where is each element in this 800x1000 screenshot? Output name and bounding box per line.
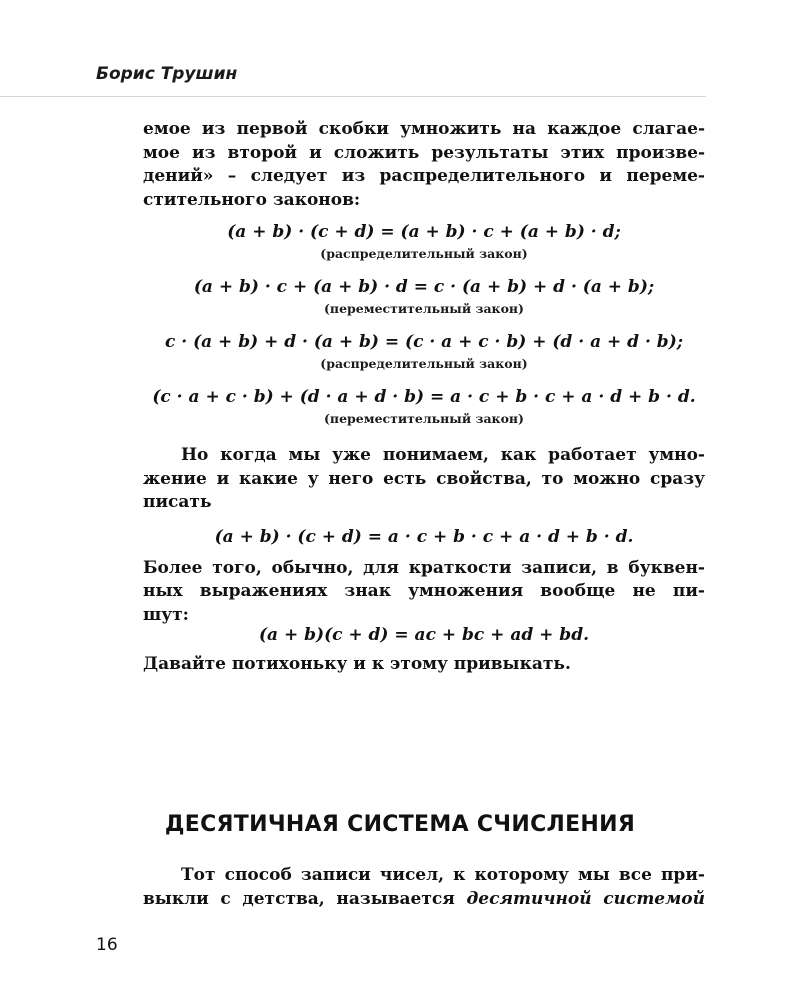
- law-note: (распределительный закон): [320, 246, 528, 261]
- text-line: дений» – следует из распределительного и переме-: [143, 166, 705, 186]
- paragraph-multiplication: [143, 444, 705, 515]
- formula-commutative-1: (a + b) · c + (a + b) · d = c · (a + b) + d · (a + b);: [193, 277, 655, 297]
- text-line: шут:: [143, 604, 189, 625]
- paragraph-brevity: [143, 557, 705, 628]
- law-note: (переместительный закон): [324, 301, 524, 316]
- text-line: Тот способ записи чисел, к которому мы все при-: [181, 865, 705, 885]
- header-divider: [0, 96, 706, 97]
- paragraph-closing: [143, 653, 705, 677]
- text-fragment: выкли с детства, называется: [143, 888, 467, 909]
- text-line: емое из первой скобки умножить на каждое слагае-: [143, 119, 705, 139]
- formula-distributive-2: c · (a + b) + d · (a + b) = (c · a + c · b) + (d · a + d · b);: [164, 332, 684, 352]
- text-line: Более того, обычно, для краткости записи, в буквен-: [143, 557, 705, 578]
- running-head-author: Борис Трушин: [96, 64, 238, 84]
- text-line: писать: [143, 492, 212, 512]
- paragraph-decimal-system: [143, 864, 705, 911]
- text-line: жение и какие у него есть свойства, то можно сразу: [143, 468, 705, 489]
- formula-short: (a + b)(c + d) = ac + bc + ad + bd.: [259, 625, 589, 645]
- page-body: [143, 118, 705, 677]
- law-note: (переместительный закон): [324, 411, 524, 426]
- formula-commutative-2: (c · a + c · b) + (d · a + d · b) = a · c + b · c + a · d + b · d.: [152, 387, 696, 407]
- law-note: (распределительный закон): [320, 356, 528, 371]
- text-line: ных выражениях знак умножения вообще не пи-: [143, 581, 705, 601]
- italic-term: десятичной системой: [466, 888, 705, 909]
- section-heading: ДЕСЯТИЧНАЯ СИСТЕМА СЧИСЛЕНИЯ: [164, 812, 636, 837]
- text-line: стительного законов:: [143, 189, 361, 210]
- paragraph-intro: [143, 118, 705, 212]
- text-line: [143, 888, 705, 912]
- page-number: 16: [96, 935, 118, 955]
- section-body: [143, 864, 705, 911]
- text-line: мое из второй и сложить результаты этих произве-: [143, 142, 705, 163]
- text-line: Давайте потихоньку и к этому привыкать.: [143, 654, 571, 674]
- text-line: Но когда мы уже понимаем, как работает умно-: [181, 445, 705, 465]
- formula-expanded: (a + b) · (c + d) = a · c + b · c + a · d + b · d.: [214, 526, 634, 547]
- formula-distributive-1: (a + b) · (c + d) = (a + b) · c + (a + b) · d;: [227, 222, 621, 242]
